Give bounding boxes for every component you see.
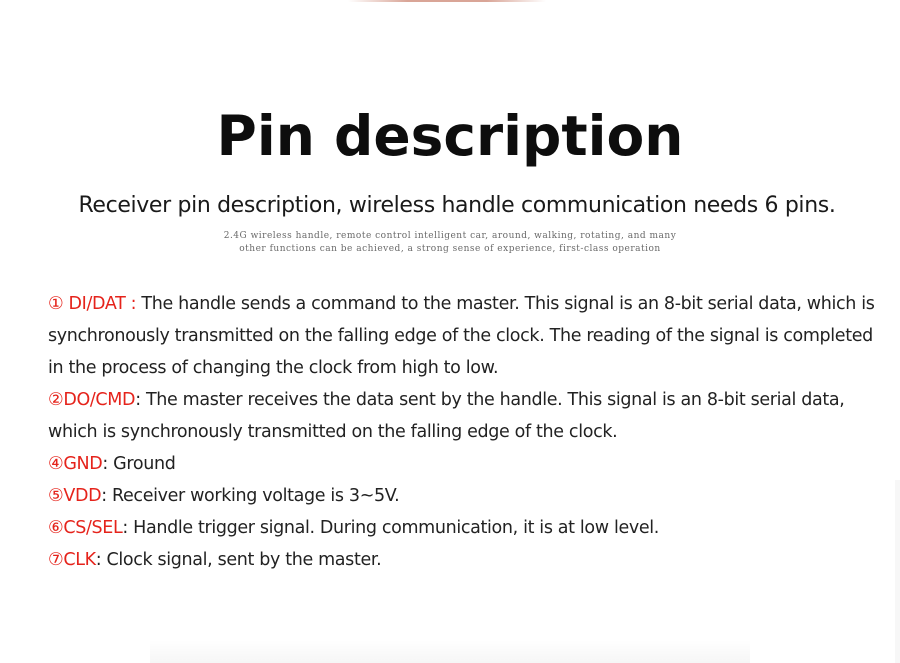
page-subtitle: Receiver pin description, wireless handle communication needs 6 pins. (78, 193, 836, 218)
pin-text: : Receiver working voltage is 3~5V. (101, 486, 400, 506)
pin-list (48, 288, 878, 576)
pin-item-cs-sel (48, 512, 878, 544)
pin-item-gnd (48, 448, 878, 480)
pin-text: : Ground (102, 454, 176, 474)
pin-label: ②DO/CMD (48, 390, 136, 410)
pin-text: : Clock signal, sent by the master. (95, 550, 382, 570)
page-title: Pin description (216, 104, 684, 168)
pin-label: ④GND (48, 454, 103, 474)
pin-item-do-cmd (48, 384, 878, 448)
pin-label: ⑦CLK (48, 550, 96, 570)
caption (0, 230, 900, 256)
pin-label: ⑥CS/SEL (48, 518, 123, 538)
pin-item-vdd (48, 480, 878, 512)
pin-item-di-dat (48, 288, 878, 384)
caption-line-2: other functions can be achieved, a strong sense of experience, first-class operation (239, 244, 661, 254)
pin-label: ⑤VDD (48, 486, 102, 506)
pin-text: : Handle trigger signal. During communication, it is at low level. (122, 518, 660, 538)
pin-label: ① DI/DAT : (48, 294, 137, 314)
caption-line-1: 2.4G wireless handle, remote control intelligent car, around, walking, rotating, and many (223, 231, 677, 241)
pin-item-clk (48, 544, 878, 576)
right-edge-shade (895, 480, 900, 663)
top-accent-line (348, 0, 546, 2)
pin-text: The handle sends a command to the master. This signal is an 8-bit serial data, which is synchronously transmitted on the falling edge of the clock. The reading of the signal is completed in the process of changing the clock from high to low. (48, 294, 875, 378)
pin-text: : The master receives the data sent by the handle. This signal is an 8-bit serial data, which is synchronously transmitted on the falling edge of the clock. (48, 390, 845, 442)
bottom-fade (150, 640, 750, 663)
